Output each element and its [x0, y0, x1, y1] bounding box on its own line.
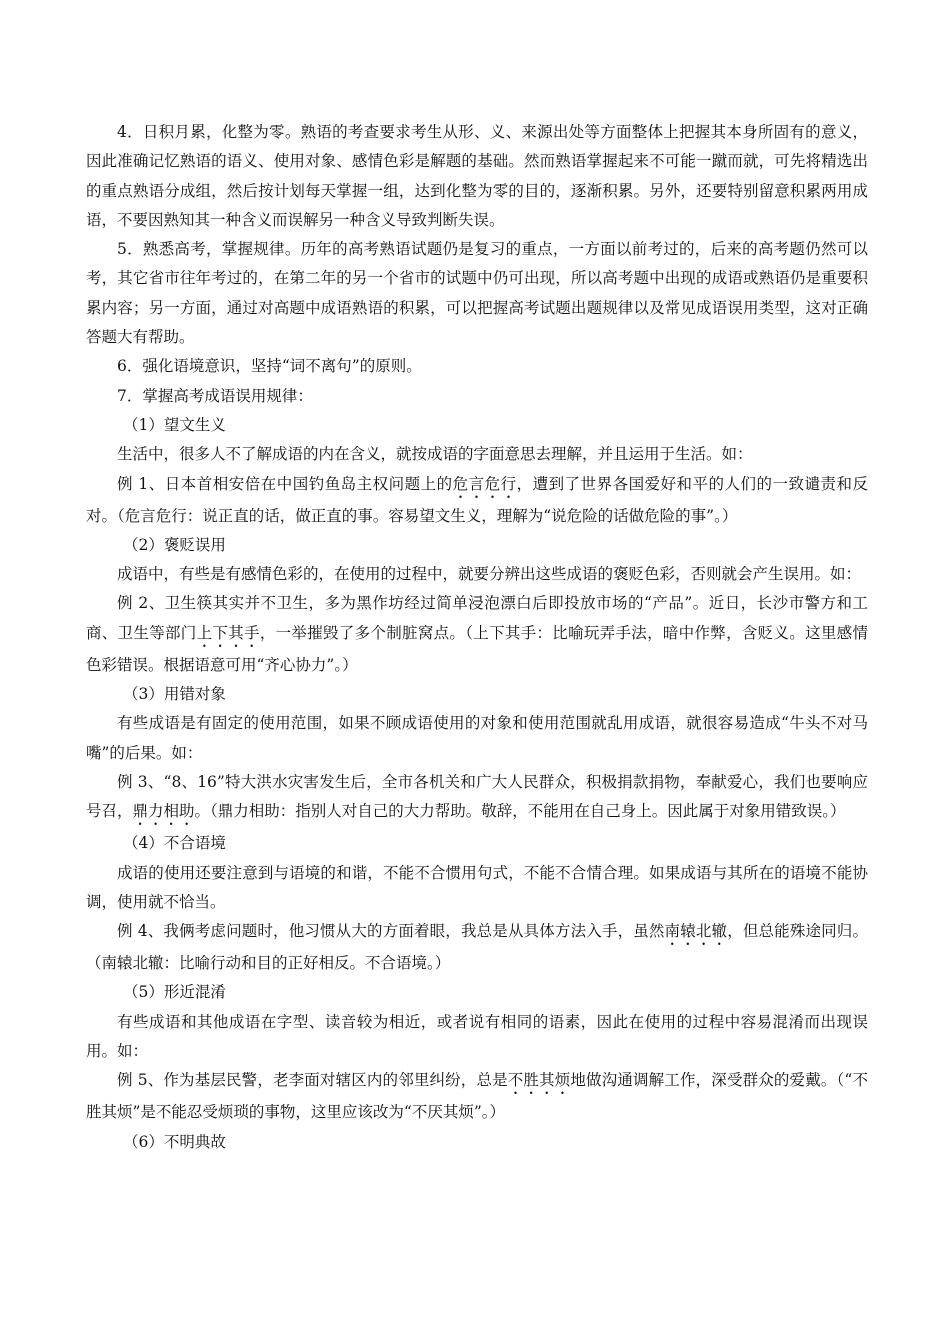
paragraph: [86, 560, 868, 589]
text-run: 7．掌握高考成语误用规律：: [117, 386, 313, 405]
emphasized-idiom: 上下其手: [196, 623, 260, 642]
paragraph: [86, 709, 868, 768]
text-run: 5．熟悉高考，掌握规律。历年的高考熟语试题仍是复习的重点，一方面以前考过的，后来的高考题仍然可以考，其它省市往年考过的，在第二年的另一个省市的试题中仍可出现，所以高考题中出现的成语或熟语仍是重要积累内容；另一方面，通过对高题中成语熟语的积累，可以把握高考试题出题规律以及常见成语误用类型，这对正确答题大有帮助。: [86, 240, 868, 347]
document-body: [86, 118, 868, 1157]
text-run: ，遭到了世界各国爱好和平的人们的一致谴责和反对。（危言危行：说正直的话，做正直的事。容易望文生义，理解为“说危险的话做危险的事”。）: [86, 474, 868, 525]
text-run: ，但总能殊途同归。（南辕北辙：比喻行动和目的正好相反。不合语境。）: [86, 922, 868, 973]
text-run: （4）不合语境: [123, 834, 226, 853]
emphasized-idiom: 鼎力相助: [132, 802, 195, 821]
text-run: 成语的使用还要注意到与语境的和谐，不能不合惯用句式，不能不合情合理。如果成语与其所在的语境不能协调，使用就不恰当。: [86, 863, 868, 911]
section-heading: [86, 978, 868, 1007]
text-run: 。（鼎力相助：指别人对自己的大力帮助。敬辞，不能用在自己身上。因此属于对象用错致误。）: [194, 802, 846, 821]
paragraph: [86, 118, 868, 235]
text-run: 6．强化语境意识，坚持“词不离句”的原则。: [117, 357, 422, 376]
paragraph: [86, 768, 868, 829]
paragraph: [86, 382, 868, 411]
text-run: 生活中，很多人不了解成语的内在含义，就按成语的字面意思去理解，并且运用于生活。如：: [117, 445, 753, 464]
section-heading: [86, 680, 868, 709]
text-run: 成语中，有些是有感情色彩的，在使用的过程中，就要分辨出这些成语的褒贬色彩，否则就会产生误用。如：: [117, 565, 862, 584]
text-run: （2）褒贬误用: [123, 535, 226, 554]
paragraph: [86, 859, 868, 918]
text-run: 例 5、作为基层民警，老李面对辖区内的邻里纠纷，总是: [117, 1071, 508, 1090]
emphasized-idiom: 南辕北辙: [664, 922, 728, 941]
text-run: 有些成语和其他成语在字型、读音较为相近，或者说有相同的语素，因此在使用的过程中容易混淆而出现误用。如：: [86, 1012, 868, 1061]
paragraph: [86, 235, 868, 352]
section-heading: [86, 411, 868, 440]
text-run: 4．日积月累，化整为零。熟语的考查要求考生从形、义、来源出处等方面整体上把握其本身所固有的意义，因此准确记忆熟语的语义、使用对象、感情色彩是解题的基础。然而熟语掌握起来不可能一蹴而就，可先将精选出的重点熟语分成组，然后按计划每天掌握一组，达到化整为零的目的，逐渐积累。另外，还要特别留意积累两用成语，不要因熟知其一种含义而误解另一种含义导致判断失误。: [86, 123, 868, 229]
emphasized-idiom: 危言危行: [452, 474, 517, 493]
text-run: （6）不明典故: [123, 1132, 226, 1151]
paragraph: [86, 1008, 868, 1067]
text-run: 例 1、日本首相安倍在中国钓鱼岛主权问题上的: [117, 474, 453, 493]
paragraph: [86, 470, 868, 531]
text-run: （3）用错对象: [123, 685, 226, 704]
emphasized-idiom: 不胜其烦: [507, 1071, 571, 1090]
paragraph: [86, 440, 868, 469]
text-run: 地做沟通调解工作，深受群众的爱戴。（“不胜其烦”是不能忍受烦琐的事物，这里应该改为“不厌其烦”。）: [86, 1071, 868, 1122]
text-run: （1）望文生义: [123, 415, 226, 434]
text-run: 例 2、卫生筷其实并不卫生，多为黑作坊经过简单浸泡漂白后即投放市场的“产品”。近日，长沙市警方和工商、卫生等部门: [86, 594, 868, 642]
paragraph: [86, 589, 868, 680]
section-heading: [86, 829, 868, 858]
text-run: ，一举摧毁了多个制脏窝点。（上下其手：比喻玩弄手法，暗中作弊，含贬义。这里感情色彩错误。根据语意可用“齐心协力”。）: [86, 623, 868, 674]
paragraph: [86, 917, 868, 978]
section-heading: [86, 531, 868, 560]
paragraph: [86, 352, 868, 381]
text-run: 例 3、“8、16”特大洪水灾害发生后，全市各机关和广大人民群众，积极捐款捐物，奉献爱心，我们也要响应号召，: [86, 772, 868, 821]
section-heading: [86, 1128, 868, 1157]
text-run: 有些成语是有固定的使用范围，如果不顾成语使用的对象和使用范围就乱用成语，就很容易造成“牛头不对马嘴”的后果。如：: [86, 714, 868, 762]
paragraph: [86, 1066, 868, 1127]
text-run: 例 4、我俩考虑问题时，他习惯从大的方面着眼，我总是从具体方法入手，虽然: [117, 922, 665, 941]
text-run: （5）形近混淆: [123, 983, 226, 1002]
